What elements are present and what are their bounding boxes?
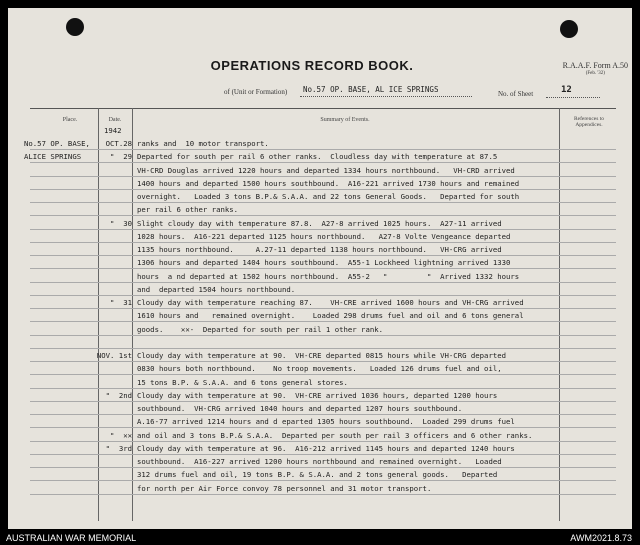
entry-summary: Cloudy day with temperature at 90. VH-CRE departed 0815 hours while VH-CRG departed bbox=[137, 351, 507, 360]
row-rule bbox=[30, 374, 616, 375]
row-rule bbox=[30, 388, 616, 389]
row-rule bbox=[30, 401, 616, 402]
row-rule bbox=[30, 321, 616, 322]
unit-label: of (Unit or Formation) bbox=[224, 88, 288, 96]
entry-date: NOV. 1st bbox=[96, 351, 132, 360]
entry-date: " ✕✕ bbox=[110, 430, 132, 440]
column-divider bbox=[559, 108, 560, 521]
entry-summary: ranks and 10 motor transport. bbox=[137, 139, 269, 148]
entry-summary: and departed 1504 hours northbound. bbox=[137, 284, 296, 294]
entry-summary: Departed for south per rail 6 other ranks. Cloudless day with temperature at 87.5 bbox=[137, 152, 498, 162]
footer-credit: AUSTRALIAN WAR MEMORIAL bbox=[6, 533, 137, 543]
row-rule bbox=[30, 242, 616, 243]
col-header-summary: Summary of Events. bbox=[320, 117, 370, 123]
unit-underline bbox=[300, 96, 472, 97]
entry-summary: A.16-77 arrived 1214 hours and d eparted 1305 hours southbound. Loaded 299 drums fuel bbox=[137, 417, 515, 427]
column-divider bbox=[98, 108, 99, 521]
sheet-number: 12 bbox=[561, 85, 572, 95]
entry-place: No.57 OP. BASE, bbox=[24, 139, 90, 148]
entry-summary: 1610 hours and remained overnight. Loaded 298 drums fuel and oil and 6 tons general bbox=[137, 311, 524, 321]
entry-date: " 29 bbox=[110, 152, 132, 162]
entry-summary: 1135 hours northbound. A.27-11 departed 1138 hours northbound. VH-CRG arrived bbox=[137, 245, 502, 254]
entry-summary: VH-CRD Douglas arrived 1220 hours and departed 1334 hours northbound. VH-CRD arrived bbox=[137, 165, 515, 175]
year-label: 1942 bbox=[104, 126, 122, 135]
row-rule bbox=[30, 149, 616, 150]
row-rule bbox=[30, 229, 616, 230]
row-rule bbox=[30, 361, 616, 362]
entry-summary: Cloudy day with temperature at 96. A16-212 arrived 1145 hours and departed 1240 hours bbox=[137, 443, 515, 453]
entry-summary: Cloudy day with temperature at 90. VH-CRE arrived 1036 hours, departed 1200 hours bbox=[137, 390, 498, 400]
row-rule bbox=[30, 176, 616, 177]
row-rule bbox=[30, 162, 616, 163]
punch-hole-left bbox=[66, 18, 84, 36]
row-rule bbox=[30, 494, 616, 495]
row-rule bbox=[30, 454, 616, 455]
entry-summary: Cloudy day with temperature reaching 87. VH-CRE arrived 1600 hours and VH-CRG arrived bbox=[137, 298, 524, 307]
entry-date: " 2nd bbox=[105, 390, 132, 400]
entry-date: " 3rd bbox=[105, 443, 132, 453]
row-rule bbox=[30, 467, 616, 468]
entry-summary: 1400 hours and departed 1500 hours southbound. A16-221 arrived 1730 hours and remained bbox=[137, 178, 520, 188]
entry-summary: for north per Air Force convoy 78 personnel and 31 motor transport. bbox=[137, 483, 432, 493]
entry-summary: and oil and 3 tons B.P.& S.A.A. Departed per south per rail 3 officers and 6 other ranks. bbox=[137, 430, 533, 440]
unit-value: No.57 OP. BASE, AL ICE SPRINGS bbox=[303, 85, 439, 94]
row-rule bbox=[30, 215, 616, 216]
row-rule bbox=[30, 335, 616, 336]
entry-summary: per rail 6 other ranks. bbox=[137, 205, 239, 215]
row-rule bbox=[30, 189, 616, 190]
entry-summary: 1028 hours. A16-221 departed 1125 hours northbound. A27-8 Volte Vengeance departed bbox=[137, 231, 511, 241]
entry-date: OCT.28 bbox=[105, 139, 132, 148]
row-rule bbox=[30, 427, 616, 428]
row-rule bbox=[30, 308, 616, 309]
entry-summary: 15 tons B.P. & S.A.A. and 6 tons general stores. bbox=[137, 377, 348, 387]
document-title: OPERATIONS RECORD BOOK. bbox=[210, 58, 414, 73]
entry-summary: southbound. A16-227 arrived 1200 hours northbound and remained overnight. Loaded bbox=[137, 457, 502, 466]
row-rule bbox=[30, 202, 616, 203]
row-rule bbox=[30, 414, 616, 415]
entry-summary: 312 drums fuel and oil, 19 tons B.P. & S.A.A. and 2 tons general goods. Departed bbox=[137, 470, 498, 480]
row-rule bbox=[30, 255, 616, 256]
footer-accession-id: AWM2021.8.73 bbox=[570, 533, 632, 543]
col-header-references: References to Appendices. bbox=[573, 116, 605, 128]
entry-summary: 0830 hours both northbound. No troop movements. Loaded 126 drums fuel and oil, bbox=[137, 364, 502, 374]
punch-hole-right bbox=[560, 20, 578, 38]
row-rule bbox=[30, 295, 616, 296]
row-rule bbox=[30, 268, 616, 269]
entry-summary: southbound. VH-CRG arrived 1040 hours and departed 1207 hours southbound. bbox=[137, 404, 463, 413]
entry-summary: Slight cloudy day with temperature 87.8. A27-8 arrived 1025 hours. A27-11 arrived bbox=[137, 218, 502, 228]
entry-summary: goods. ✕✕- Departed for south per rail 1 other rank. bbox=[137, 324, 384, 334]
row-rule bbox=[30, 282, 616, 283]
entry-date: " 31 bbox=[110, 298, 132, 307]
row-rule bbox=[30, 441, 616, 442]
col-header-place: Place. bbox=[62, 117, 78, 123]
row-rule bbox=[30, 348, 616, 349]
form-date: (Feb. '32) bbox=[585, 71, 605, 76]
entry-summary: 1306 hours and departed 1404 hours southbound. A55-1 Lockheed lightning arrived 1330 bbox=[137, 258, 511, 268]
entry-place: ALICE SPRINGS bbox=[24, 152, 82, 162]
entry-summary: overnight. Loaded 3 tons B.P.& S.A.A. and 22 tons General Goods. Departed for south bbox=[137, 192, 520, 201]
entry-date: " 30 bbox=[110, 218, 132, 228]
form-reference bbox=[563, 62, 628, 78]
sheet-label: No. of Sheet bbox=[498, 90, 534, 98]
col-header-date: Date. bbox=[108, 117, 122, 123]
row-rule bbox=[30, 480, 616, 481]
column-divider bbox=[132, 108, 133, 521]
entry-summary: hours a nd departed at 1502 hours northbound. A55-2 " " Arrived 1332 hours bbox=[137, 271, 520, 281]
sheet-underline bbox=[546, 97, 600, 98]
table-top-rule bbox=[30, 108, 616, 109]
form-ref-label: R.A.A.F. Form A.50 bbox=[562, 61, 628, 70]
